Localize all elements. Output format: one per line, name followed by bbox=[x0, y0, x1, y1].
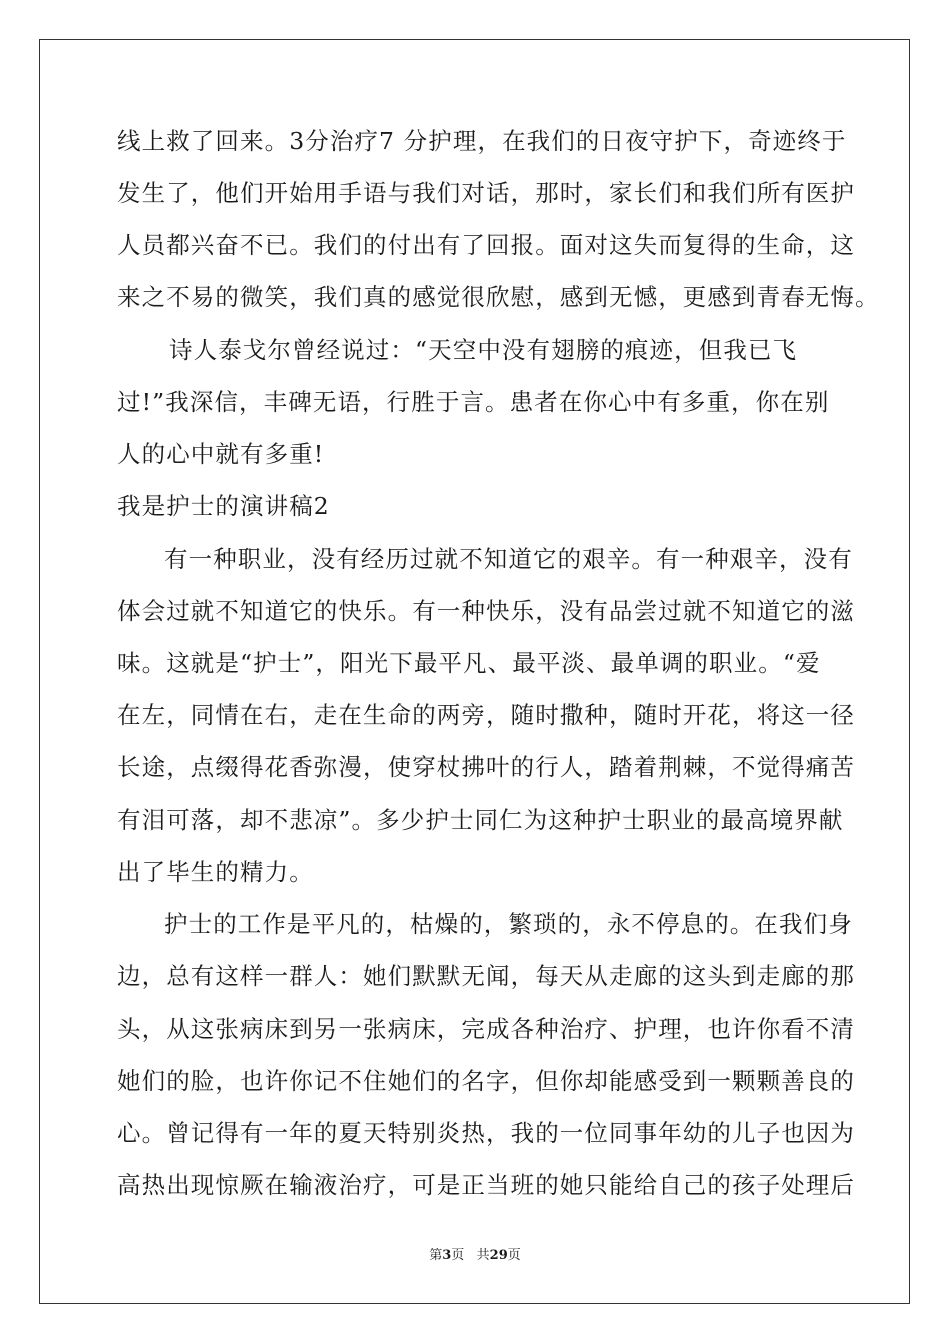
text-line: 味。这就是“护士”，阳光下最平凡、最平淡、最单调的职业。“爱 bbox=[117, 649, 821, 677]
text-line: 长途，点缀得花香弥漫，使穿杖拂叶的行人，踏着荆棘，不觉得痛苦 bbox=[117, 753, 855, 781]
text-line: 体会过就不知道它的快乐。有一种快乐，没有品尝过就不知道它的滋 bbox=[117, 597, 855, 625]
page-suffix: 页 bbox=[507, 1248, 521, 1263]
text-line: 高热出现惊厥在输液治疗，可是正当班的她只能给自己的孩子处理后 bbox=[117, 1171, 855, 1199]
text-line: 发生了，他们开始用手语与我们对话，那时，家长们和我们所有医护 bbox=[117, 179, 855, 207]
page-current-number: 3 bbox=[442, 1248, 452, 1263]
text-line: 线上救了回来。3分治疗7 分护理，在我们的日夜守护下，奇迹终于 bbox=[117, 127, 847, 155]
text-line: 来之不易的微笑，我们真的感觉很欣慰，感到无憾，更感到青春无悔。 bbox=[117, 283, 880, 311]
page-middle: 页 共 bbox=[451, 1248, 490, 1263]
text-line: 边，总有这样一群人：她们默默无闻，每天从走廊的这头到走廊的那 bbox=[117, 962, 855, 990]
text-line: 她们的脸，也许你记不住她们的名字，但你却能感受到一颗颗善良的 bbox=[117, 1067, 855, 1095]
text-line: 头，从这张病床到另一张病床，完成各种治疗、护理，也许你看不清 bbox=[117, 1015, 855, 1043]
text-line: 有泪可落，却不悲凉”。多少护士同仁为这种护士职业的最高境界献 bbox=[117, 806, 844, 834]
paragraph-first-line: 有一种职业，没有经历过就不知道它的艰辛。有一种艰辛，没有 bbox=[164, 545, 853, 573]
page-prefix: 第 bbox=[429, 1248, 443, 1263]
paragraph-first-line: 护士的工作是平凡的，枯燥的，繁琐的，永不停息的。在我们身 bbox=[164, 910, 853, 938]
text-line: 人员都兴奋不已。我们的付出有了回报。面对这失而复得的生命，这 bbox=[117, 231, 855, 259]
text-line: 过!”我深信，丰碑无语，行胜于言。患者在你心中有多重，你在别 bbox=[117, 388, 830, 416]
text-line: 心。曾记得有一年的夏天特别炎热，我的一位同事年幼的儿子也因为 bbox=[117, 1119, 855, 1147]
text-line: 人的心中就有多重! bbox=[117, 440, 325, 468]
paragraph-first-line: 诗人泰戈尔曾经说过：“天空中没有翅膀的痕迹，但我已飞 bbox=[169, 336, 798, 364]
page-total-number: 29 bbox=[489, 1248, 508, 1263]
page-footer bbox=[0, 1248, 950, 1264]
text-line: 出了毕生的精力。 bbox=[117, 858, 314, 886]
text-line: 在左，同情在右，走在生命的两旁，随时撒种，随时开花，将这一径 bbox=[117, 701, 855, 729]
section-heading: 我是护士的演讲稿2 bbox=[117, 492, 330, 520]
